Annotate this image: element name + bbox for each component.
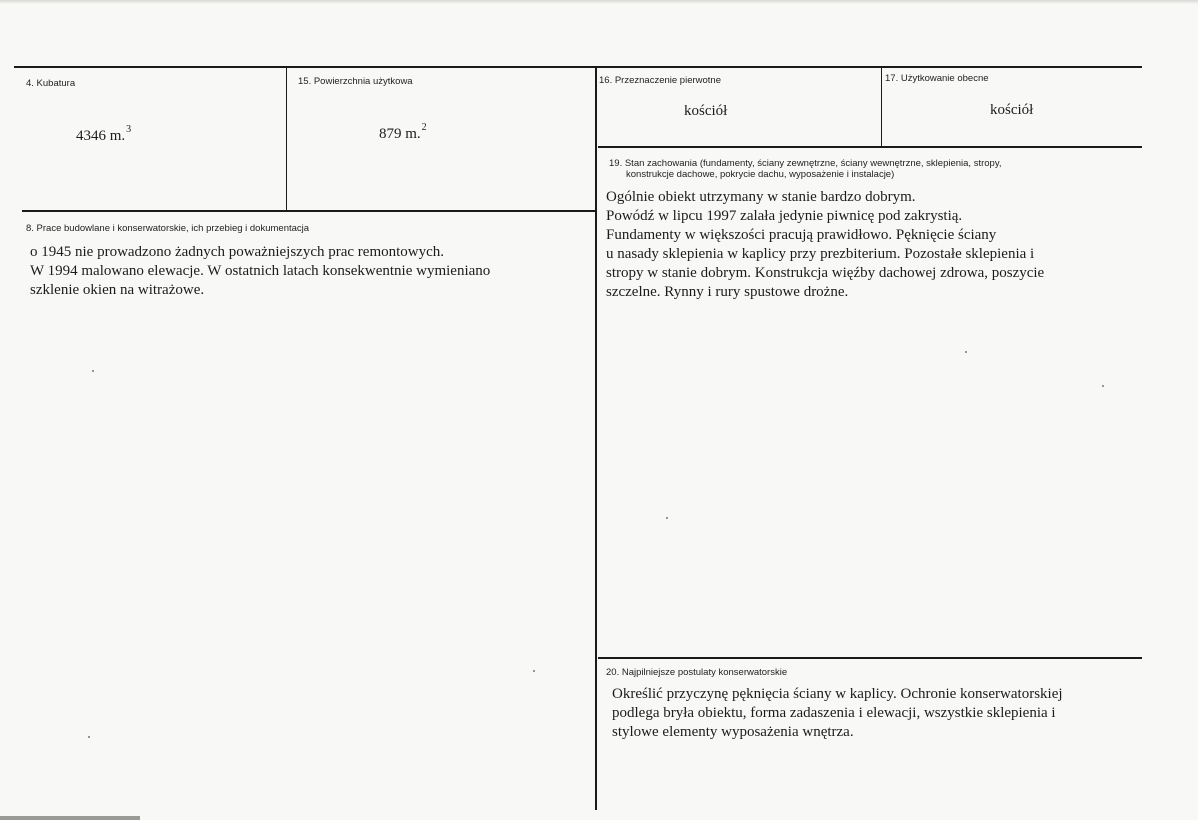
col-divider-3 <box>881 67 882 147</box>
prace-line: szklenie okien na witrażowe. <box>30 282 205 298</box>
powierzchnia-number: 879 m. <box>379 126 421 142</box>
postulaty-line: Określić przyczynę pęknięcia ściany w kaplicy. Ochronie konserwatorskiej <box>612 686 1063 702</box>
kubatura-number: 4346 m. <box>76 128 126 144</box>
prace-label: 8. Prace budowlane i konserwatorskie, ich przebieg i dokumentacja <box>26 223 310 234</box>
uzytkowanie-label: 17. Użytkowanie obecne <box>885 73 989 84</box>
stan-label-line1: 19. Stan zachowania (fundamenty, ściany zewnętrzne, ściany wewnętrzne, sklepienia, stropy, <box>609 158 1002 169</box>
scan-speck <box>92 370 94 372</box>
scan-speck <box>666 517 668 519</box>
stan-line: u nasady sklepienia w kaplicy przy prezbiterium. Pozostałe sklepienia i <box>606 246 1035 262</box>
powierzchnia-label: 15. Powierzchnia użytkowa <box>298 76 413 87</box>
stan-line: Ogólnie obiekt utrzymany w stanie bardzo dobrym. <box>606 189 916 205</box>
postulaty-text <box>612 685 1063 742</box>
stan-line: Fundamenty w większości pracują prawidłowo. Pęknięcie ściany <box>606 227 997 243</box>
postulaty-line: podlega bryła obiektu, forma zadaszenia i elewacji, wszystkie sklepienia i <box>612 705 1056 721</box>
scan-speck <box>533 670 535 672</box>
kubatura-value <box>76 124 131 145</box>
postulaty-line: stylowe elementy wyposażenia wnętrza. <box>612 724 854 740</box>
prace-line: W 1994 malowano elewacje. W ostatnich latach konsekwentnie wymieniano <box>30 263 491 279</box>
scan-speck <box>965 351 967 353</box>
row-divider-right-2 <box>598 657 1142 659</box>
powierzchnia-value <box>379 122 427 143</box>
stan-text <box>606 188 1044 302</box>
przeznaczenie-value: kościół <box>684 103 728 119</box>
uzytkowanie-value: kościół <box>990 102 1034 118</box>
scan-speck <box>88 736 90 738</box>
stan-label-line2: konstrukcje dachowe, pokrycie dachu, wyposażenie i instalacje) <box>626 169 895 180</box>
scan-bottom-edge <box>0 816 140 820</box>
kubatura-label: 4. Kubatura <box>26 78 76 89</box>
stan-line: szczelne. Rynny i rury spustowe drożne. <box>606 284 849 300</box>
powierzchnia-exponent: 2 <box>421 122 427 133</box>
przeznaczenie-label: 16. Przeznaczenie pierwotne <box>599 75 721 86</box>
row-divider-right-1 <box>598 146 1142 148</box>
col-divider-center <box>595 67 597 810</box>
col-divider-1 <box>286 67 287 211</box>
row-divider-left <box>22 210 596 212</box>
prace-line: o 1945 nie prowadzono żadnych poważniejszych prac remontowych. <box>30 244 445 260</box>
scan-speck <box>1102 385 1104 387</box>
prace-text <box>30 243 490 300</box>
stan-line: Powódź w lipcu 1997 zalała jedynie piwnicę pod zakrystią. <box>606 208 963 224</box>
top-border <box>14 66 1142 68</box>
postulaty-label: 20. Najpilniejsze postulaty konserwatorskie <box>606 667 788 678</box>
scan-top-edge <box>0 0 1198 4</box>
stan-line: stropy w stanie dobrym. Konstrukcja więźby dachowej zdrowa, poszycie <box>606 265 1045 281</box>
kubatura-exponent: 3 <box>126 124 132 135</box>
